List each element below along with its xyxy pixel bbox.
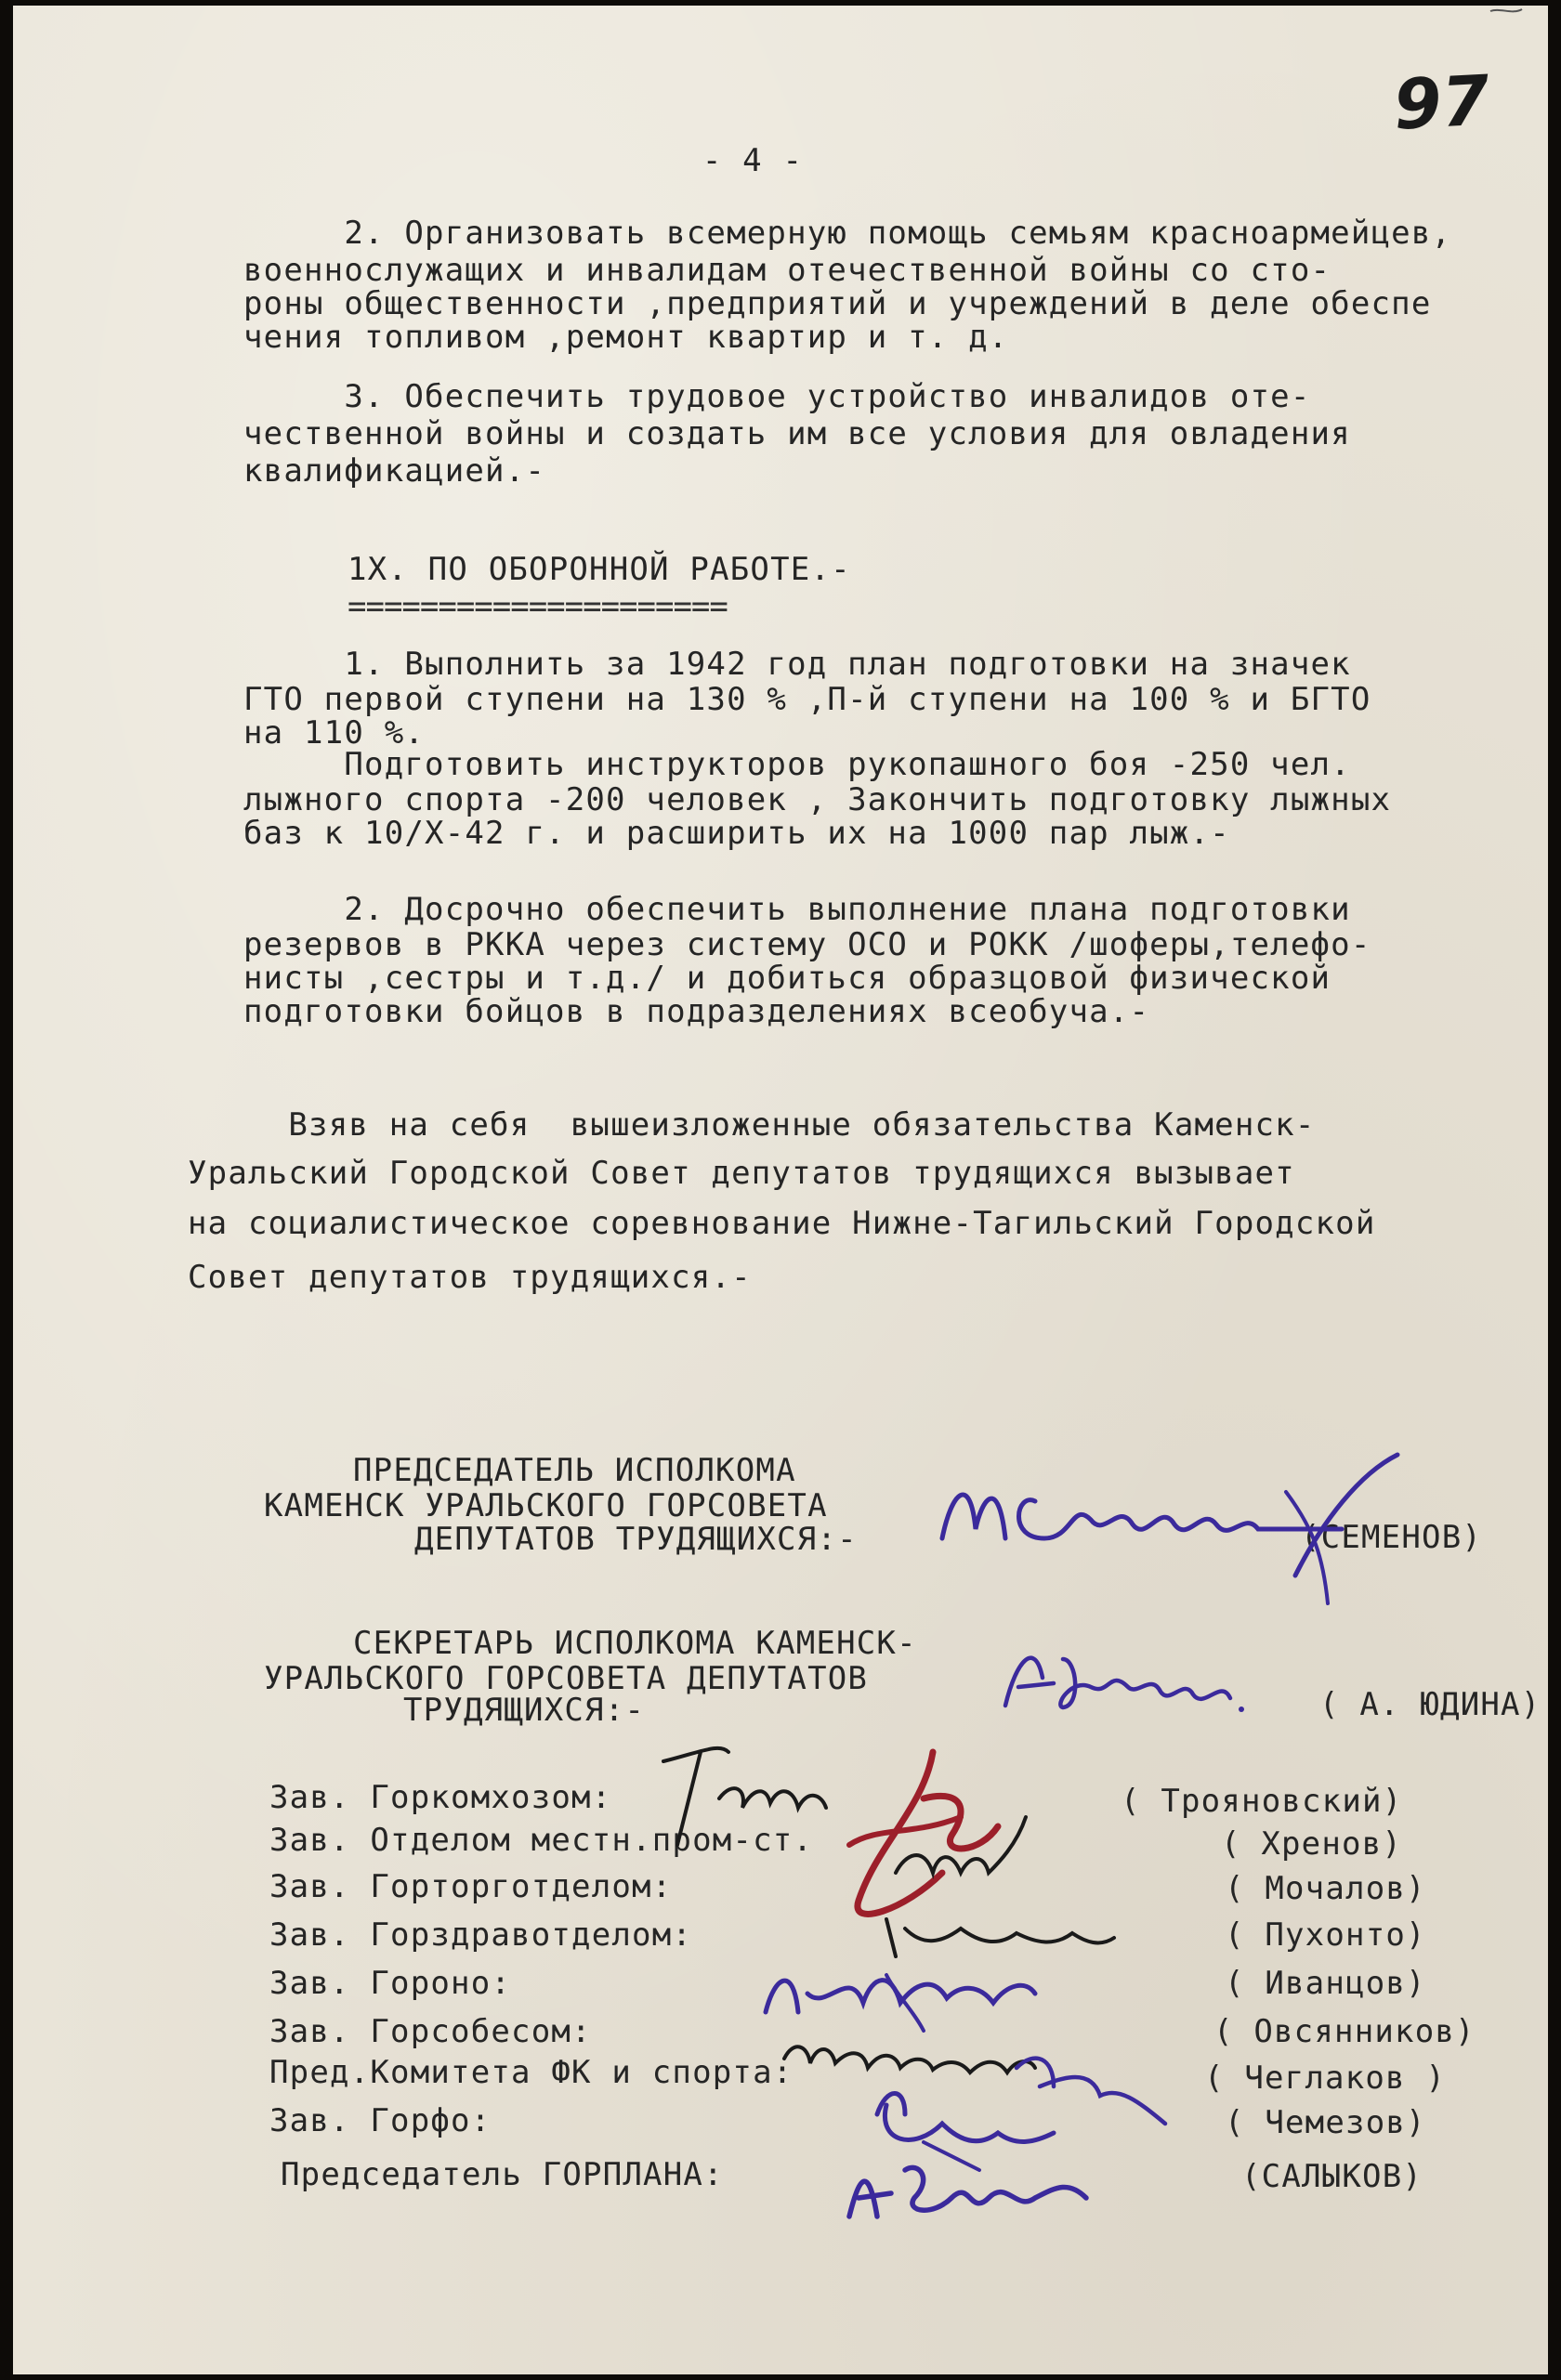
head-role: Зав. Горфо: — [269, 2102, 492, 2139]
head-name: ( Хренов) — [1221, 1825, 1403, 1863]
text-line: квалификацией.- — [243, 452, 546, 490]
corner-mark — [1481, 6, 1537, 33]
text-line: 1. Выполнить за 1942 год план подготовки на значек — [243, 646, 1351, 683]
secretary-title-line: СЕКРЕТАРЬ ИСПОЛКОМА КАМЕНСК- — [353, 1625, 917, 1662]
text-line: Уральский Городской Совет депутатов трудящихся вызывает — [188, 1155, 1295, 1192]
chairman-name: (СЕМЕНОВ) — [1301, 1519, 1483, 1556]
text-line: баз к 10/Х-42 г. и расширить их на 1000 пар лыж.- — [243, 815, 1230, 852]
head-name: (САЛЫКОВ) — [1241, 2158, 1423, 2195]
head-name: ( Мочалов) — [1225, 1870, 1426, 1907]
chairman-title-line: ПРЕДСЕДАТЕЛЬ ИСПОЛКОМА — [353, 1452, 796, 1489]
department-signatures — [571, 1733, 1240, 2254]
head-name: ( Чемезов) — [1225, 2104, 1426, 2141]
secretary-signature — [998, 1622, 1295, 1733]
text-line: военнослужащих и инвалидам отечественной войны со сто- — [243, 252, 1331, 289]
head-role: Председатель ГОРПЛАНА: — [281, 2156, 724, 2193]
secretary-name: ( А. ЮДИНА) — [1319, 1686, 1541, 1723]
page-number: - 4 - — [702, 142, 804, 179]
text-line: Совет депутатов трудящихся.- — [188, 1259, 752, 1296]
head-name: ( Иванцов) — [1225, 1965, 1426, 2002]
text-line: Взяв на себя вышеизложенные обязательства Каменск- — [188, 1106, 1316, 1144]
text-line: резервов в РККА через систему ОСО и РОКК /шоферы,телефо- — [243, 926, 1371, 963]
secretary-title-line: УРАЛЬСКОГО ГОРСОВЕТА ДЕПУТАТОВ — [264, 1660, 869, 1697]
text-line: роны общественности ,предприятий и учреждений в деле обеспе — [243, 285, 1432, 322]
head-role: Зав. Горсобесом: — [269, 2013, 592, 2050]
head-role: Пред.Комитета ФК и спорта: — [269, 2054, 794, 2091]
head-name: ( Трояновский) — [1121, 1783, 1403, 1820]
secretary-title-line: ТРУДЯЩИХСЯ:- — [403, 1692, 646, 1729]
text-line: на социалистическое соревнование Нижне-Тагильский Городской — [188, 1205, 1376, 1242]
document-page — [13, 6, 1548, 2374]
section-heading: 1Х. ПО ОБОРОННОЙ РАБОТЕ.- — [348, 551, 851, 588]
text-line: 2. Досрочно обеспечить выполнение плана подготовки — [243, 891, 1351, 928]
text-line: ГТО первой ступени на 130 % ,П-й ступени на 100 % и БГТО — [243, 681, 1371, 718]
text-line: 3. Обеспечить трудовое устройство инвалидов оте- — [243, 378, 1311, 415]
head-role: Зав. Гороно: — [269, 1965, 512, 2002]
heading-underline: ===================== — [348, 588, 728, 625]
chairman-title-line: КАМЕНСК УРАЛЬСКОГО ГОРСОВЕТА — [264, 1487, 828, 1524]
text-line: 2. Организовать всемерную помощь семьям красноармейцев, — [243, 215, 1452, 252]
text-line: лыжного спорта -200 человек , Закончить подготовку лыжных — [243, 781, 1392, 818]
chairman-title-line: ДЕПУТАТОВ ТРУДЯЩИХСЯ:- — [414, 1521, 858, 1558]
text-line: нисты ,сестры и т.д./ и добиться образцовой физической — [243, 960, 1331, 997]
text-line: Подготовить инструкторов рукопашного боя -250 чел. — [243, 746, 1351, 783]
head-name: ( Овсянников) — [1213, 2013, 1476, 2050]
text-line: чения топливом ,ремонт квартир и т. д. — [243, 319, 1009, 356]
text-line: подготовки бойцов в подразделениях всеобуча.- — [243, 993, 1150, 1030]
head-role: Зав. Отделом местн.пром-ст. — [269, 1822, 814, 1859]
head-name: ( Пухонто) — [1225, 1916, 1426, 1954]
text-line: чественной войны и создать им все условия для овладения — [243, 415, 1351, 452]
head-role: Зав. Горторготделом: — [269, 1868, 673, 1905]
text-line: на 110 %. — [243, 714, 426, 752]
head-name: ( Чеглаков ) — [1204, 2060, 1447, 2097]
chairman-signature — [933, 1436, 1416, 1622]
head-role: Зав. Горздравотделом: — [269, 1916, 693, 1954]
head-role: Зав. Горкомхозом: — [269, 1779, 612, 1816]
archive-page-number: 97 — [1391, 60, 1492, 146]
